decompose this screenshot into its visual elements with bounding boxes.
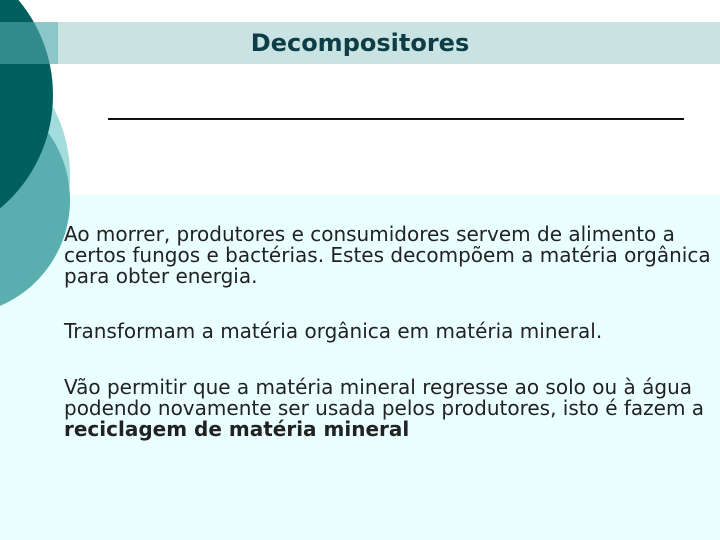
slide-title: Decompositores — [250, 29, 470, 57]
recycling-emphasis: reciclagem de matéria mineral — [64, 417, 410, 441]
paragraph-recycling — [64, 377, 718, 440]
paragraph-transform: Transformam a matéria orgânica em matéria mineral. — [64, 319, 603, 343]
title-underline — [108, 118, 684, 120]
slide-body — [64, 224, 718, 440]
paragraph-recycling-text: Vão permitir que a matéria mineral regresse ao solo ou à água podendo novamente ser usada pelos produtores, isto é fazem a — [64, 375, 705, 420]
paragraph-decomposers: Ao morrer, produtores e consumidores servem de alimento a certos fungos e bactérias. Estes decompõem a matéria orgânica para obter energia. — [64, 222, 711, 288]
